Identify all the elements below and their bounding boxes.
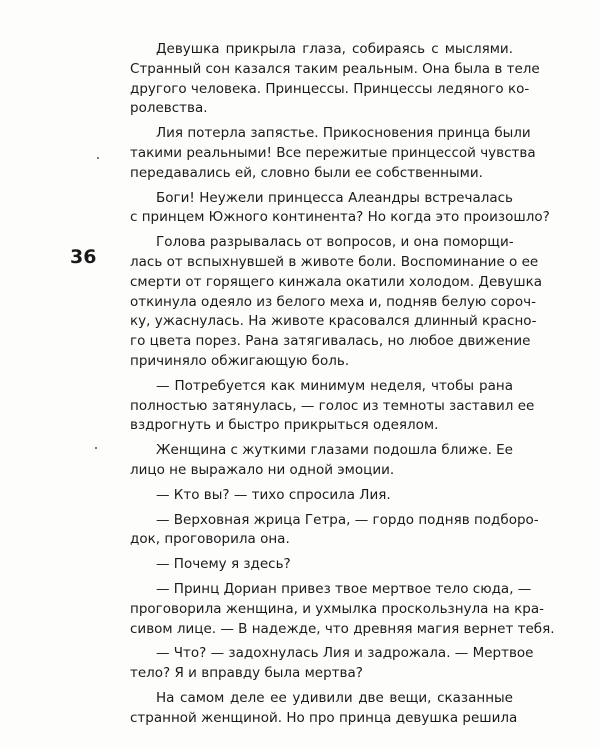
text-line: странной женщиной. Но про принца девушка решила [130, 709, 518, 726]
text-line: тело? Я и вправду была мертва? [130, 665, 363, 682]
text-line: полностью затянулась, — голос из темноты заставил ее [130, 397, 535, 414]
text-line: другого человека. Принцессы. Принцессы ледяного ко- [130, 80, 530, 97]
text-line: го цвета порез. Рана затягивалась, но любое движение [130, 333, 531, 350]
text-line: причиняло обжигающую боль. [130, 352, 350, 369]
text-line: Странный сон казался таким реальным. Она была в теле [130, 60, 540, 77]
page-number: 36 [70, 246, 97, 268]
text-block [130, 40, 555, 729]
text-line: ку, ужаснулась. На животе красовался длинный красно- [130, 313, 537, 330]
text-line: — Что? — задохнулась Лия и задрожала. — Мертвое [156, 645, 534, 662]
text-line: Голова разрывалась от вопросов, и она поморщи- [156, 234, 514, 251]
text-line: лась от вспыхнувшей в животе боли. Воспоминание о ее [130, 253, 539, 270]
text-line: Девушка прикрыла глаза, собираясь с мыслями. [156, 41, 513, 57]
print-speck [97, 157, 99, 159]
text-line: — Почему я здесь? [156, 556, 291, 573]
text-line: Женщина с жуткими глазами подошла ближе. Ее [156, 442, 513, 459]
text-line: — Кто вы? — тихо спросила Лия. [156, 486, 391, 503]
text-line: — Принц Дориан привез твое мертвое тело сюда, — [156, 580, 532, 597]
text-line: док, проговорила она. [130, 531, 290, 548]
text-line: передавались ей, словно были ее собственными. [130, 164, 483, 181]
text-line: — Верховная жрица Гетра, — гордо подняв подборо- [156, 511, 539, 528]
text-line: откинула одеяло из белого меха и, подняв белую сороч- [130, 293, 536, 310]
text-line: проговорила женщина, и ухмылка проскользнула на кра- [130, 600, 544, 617]
text-line: Боги! Неужели принцесса Алеандры встречалась [156, 189, 513, 206]
print-speck [95, 447, 97, 449]
text-line: — Потребуется как минимум неделя, чтобы рана [156, 377, 513, 394]
text-line: ролевства. [130, 100, 208, 117]
text-line: такими реальными! Все пережитые принцессой чувства [130, 144, 536, 161]
text-line: вздрогнуть и быстро прикрыться одеялом. [130, 417, 439, 434]
text-line: смерти от горящего кинжала окатили холодом. Девушка [130, 273, 543, 290]
text-line: На самом деле ее удивили две вещи, сказанные [156, 689, 513, 706]
text-line: сивом лице. — В надежде, что древняя магия вернет тебя. [130, 620, 555, 637]
text-line: лицо не выражало ни одной эмоции. [130, 461, 395, 478]
text-line: Лия потерла запястье. Прикосновения принца были [156, 125, 531, 142]
text-line: с принцем Южного континента? Но когда это произошло? [130, 209, 550, 226]
